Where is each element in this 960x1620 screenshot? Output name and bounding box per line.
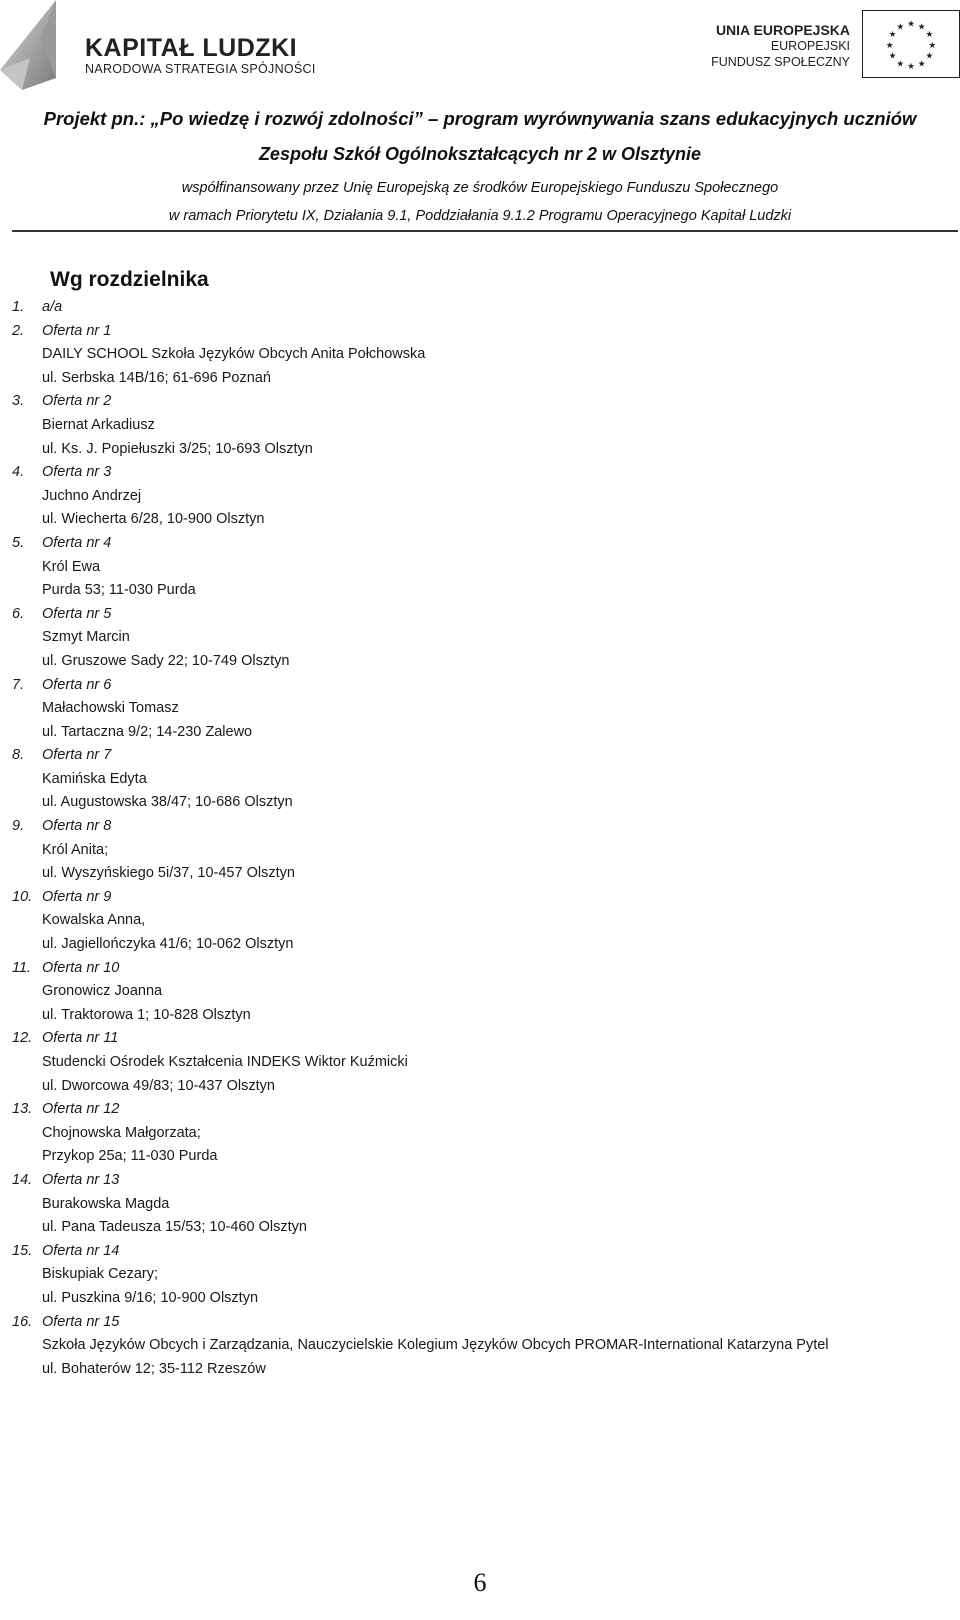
list-item [0, 886, 960, 957]
offer-name: Biskupiak Cezary; [42, 1266, 159, 1283]
document-header [0, 0, 960, 232]
offer-address: ul. Bohaterów 12; 35-112 Rzeszów [42, 1360, 266, 1377]
offer-address: ul. Wyszyńskiego 5i/37, 10-457 Olsztyn [42, 865, 295, 882]
svg-text:★: ★ [917, 22, 926, 33]
list-item-number: 14. [12, 1171, 33, 1188]
offer-name: Biernat Arkadiusz [42, 416, 155, 433]
list-item [0, 461, 960, 532]
list-item [0, 532, 960, 603]
list-item [0, 674, 960, 745]
list-item [0, 744, 960, 815]
offer-label: Oferta nr 3 [42, 464, 112, 481]
list-item-number: 8. [12, 747, 25, 764]
offer-address: ul. Tartaczna 9/2; 14-230 Zalewo [42, 723, 253, 740]
list-item [0, 815, 960, 886]
offer-name: Król Anita; [42, 841, 109, 858]
list-item [0, 1240, 960, 1311]
page-number: 6 [473, 1568, 487, 1597]
list-item-number: 5. [12, 534, 25, 551]
offer-label: Oferta nr 10 [42, 959, 120, 976]
offer-name: Burakowska Magda [42, 1195, 170, 1212]
offer-address: ul. Ks. J. Popiełuszki 3/25; 10-693 Olsztyn [42, 440, 313, 457]
list-item [0, 1311, 960, 1382]
offer-address: ul. Jagiellończyka 41/6; 10-062 Olsztyn [42, 936, 294, 953]
offer-label: Oferta nr 4 [42, 534, 112, 551]
offer-name: Gronowicz Joanna [42, 983, 163, 1000]
offer-address: ul. Traktorowa 1; 10-828 Olsztyn [42, 1006, 251, 1023]
kapital-ludzki-subtitle: NARODOWA STRATEGIA SPÓJNOŚCI [85, 62, 316, 76]
offer-address: ul. Pana Tadeusza 15/53; 10-460 Olsztyn [42, 1219, 307, 1236]
svg-text:★: ★ [888, 51, 897, 62]
svg-text:★: ★ [928, 40, 937, 51]
svg-text:★: ★ [907, 19, 915, 30]
svg-text:★: ★ [885, 40, 894, 51]
offer-name: Studencki Ośrodek Kształcenia INDEKS Wiktor Kuźmicki [42, 1054, 408, 1070]
svg-text:★: ★ [925, 51, 934, 62]
eu-line-2: EUROPEJSKI [770, 39, 850, 53]
header-divider [12, 230, 958, 232]
eu-fund-text [711, 22, 850, 70]
offer-address: ul. Augustowska 38/47; 10-686 Olsztyn [42, 794, 293, 811]
eu-fund-logo [700, 10, 960, 80]
list-item-number: 7. [12, 676, 25, 693]
offer-label: a/a [42, 299, 63, 315]
offer-name: DAILY SCHOOL Szkoła Języków Obcych Anita Połchowska [42, 346, 426, 363]
offer-label: Oferta nr 15 [42, 1313, 120, 1330]
project-school: Zespołu Szkół Ogólnokształcących nr 2 w Olsztynie [258, 144, 702, 164]
offer-name: Juchno Andrzej [42, 487, 142, 504]
list-item-number: 1. [12, 299, 25, 315]
kapital-ludzki-logo [0, 0, 316, 90]
list-item-number: 2. [12, 322, 25, 339]
list-item-number: 11. [12, 959, 32, 976]
offer-name: Szmyt Marcin [42, 629, 130, 646]
list-item [0, 390, 960, 461]
offer-name: Kowalska Anna, [42, 912, 146, 929]
offer-address: ul. Serbska 14B/16; 61-696 Poznań [42, 369, 271, 386]
list-item [0, 1098, 960, 1169]
eu-line-1: UNIA EUROPEJSKA [715, 22, 850, 38]
list-item [0, 603, 960, 674]
offer-address: ul. Puszkina 9/16; 10-900 Olsztyn [42, 1289, 259, 1306]
project-funding: współfinansowany przez Unię Europejską ze środków Europejskiego Funduszu Społecznego [181, 180, 779, 196]
list-item [0, 320, 960, 391]
offer-label: Oferta nr 12 [42, 1101, 120, 1118]
svg-text:★: ★ [896, 22, 905, 33]
list-item-number: 4. [12, 464, 25, 481]
eu-flag-icon [862, 10, 960, 78]
offer-label: Oferta nr 5 [42, 605, 112, 622]
offer-label: Oferta nr 1 [42, 322, 112, 339]
offer-name: Kamińska Edyta [42, 770, 147, 787]
kapital-ludzki-title: KAPITAŁ LUDZKI [85, 34, 298, 62]
offer-address: Purda 53; 11-030 Purda [42, 582, 196, 599]
svg-text:★: ★ [917, 59, 926, 70]
eu-line-3: FUNDUSZ SPOŁECZNY [711, 55, 850, 69]
offer-address: ul. Gruszowe Sady 22; 10-749 Olsztyn [42, 652, 290, 669]
project-title: Projekt pn.: „Po wiedzę i rozwój zdolności” – program wyrównywania szans edukacyjnych uczniów [43, 108, 917, 129]
offer-label: Oferta nr 11 [42, 1030, 119, 1047]
offer-label: Oferta nr 8 [42, 818, 112, 835]
list-item-number: 12. [12, 1030, 33, 1047]
list-item-number: 15. [12, 1242, 33, 1259]
list-item [0, 296, 960, 320]
svg-text:★: ★ [907, 62, 915, 73]
offer-address: Przykop 25a; 11-030 Purda [42, 1148, 218, 1165]
offer-name: Chojnowska Małgorzata; [42, 1124, 201, 1141]
svg-text:★: ★ [888, 30, 897, 41]
distribution-heading: Wg rozdzielnika [50, 268, 209, 291]
list-item [0, 1169, 960, 1240]
list-item-number: 3. [12, 393, 25, 410]
offer-label: Oferta nr 6 [42, 676, 112, 693]
offer-label: Oferta nr 7 [42, 747, 112, 764]
list-item-number: 9. [12, 818, 25, 835]
svg-text:★: ★ [896, 59, 905, 70]
offer-name: Król Ewa [42, 558, 101, 575]
list-item-number: 16. [12, 1313, 33, 1330]
offer-label: Oferta nr 2 [42, 393, 112, 410]
list-item-number: 10. [12, 888, 33, 905]
offer-name: Małachowski Tomasz [42, 700, 179, 717]
offer-label: Oferta nr 13 [42, 1171, 120, 1188]
list-item-number: 6. [12, 605, 25, 622]
svg-text:★: ★ [925, 30, 934, 41]
offer-address: ul. Wiecherta 6/28, 10-900 Olsztyn [42, 511, 265, 528]
offer-list [0, 296, 960, 1381]
list-item [0, 957, 960, 1028]
project-programme: w ramach Priorytetu IX, Działania 9.1, Poddziałania 9.1.2 Programu Operacyjnego Kapitał Ludzki [168, 208, 792, 224]
offer-name: Szkoła Języków Obcych i Zarządzania, Nauczycielskie Kolegium Języków Obcych PROMAR-International Katarzyna Pytel [42, 1337, 829, 1354]
offer-address: ul. Dworcowa 49/83; 10-437 Olsztyn [42, 1077, 275, 1094]
kapital-ludzki-emblem-icon [0, 0, 80, 90]
offer-label: Oferta nr 9 [42, 888, 112, 905]
offer-label: Oferta nr 14 [42, 1242, 120, 1259]
list-item [0, 1027, 960, 1098]
list-item-number: 13. [12, 1101, 33, 1118]
